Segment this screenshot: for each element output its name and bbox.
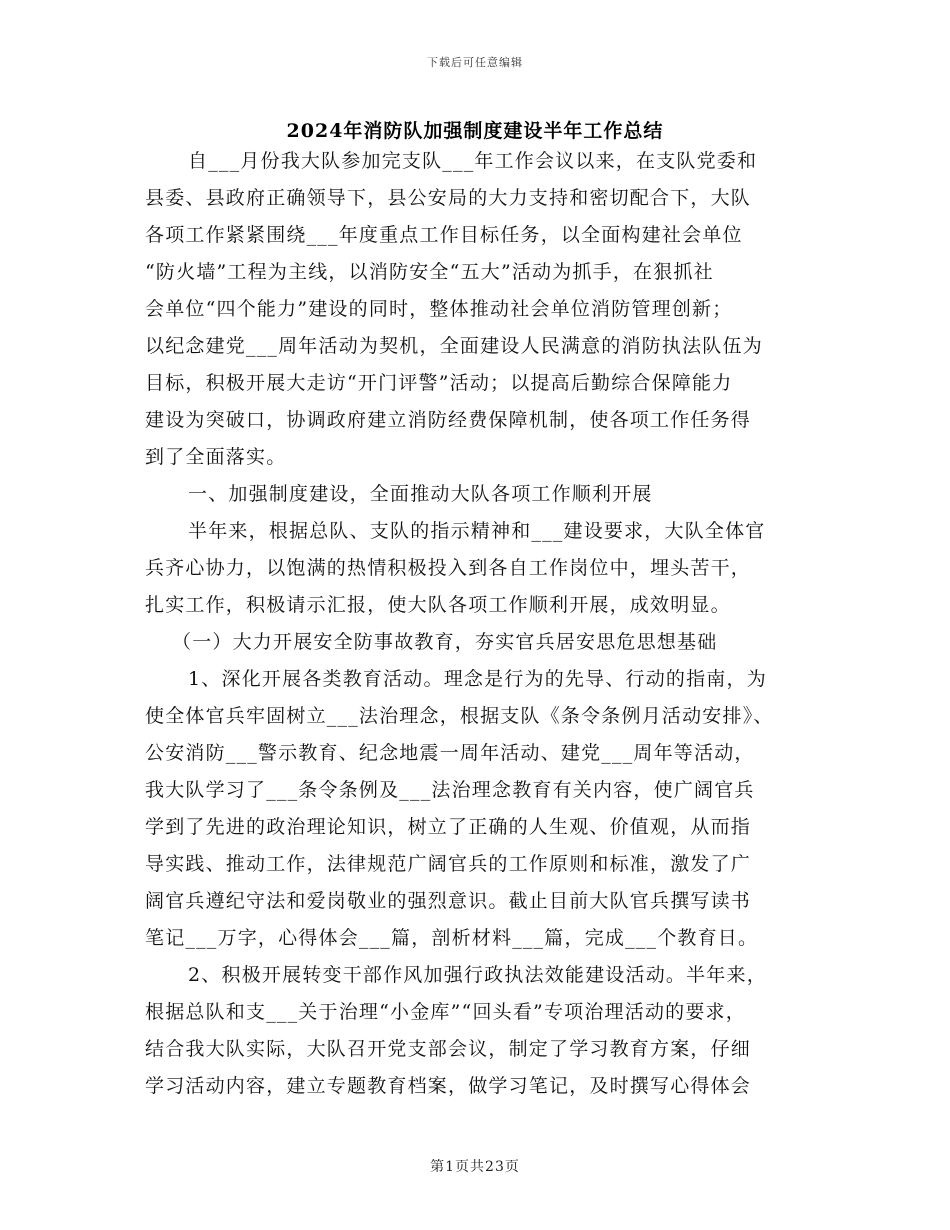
paragraph-line: 建设为突破口，协调政府建立消防经费保障机制，使各项工作任务得 [145, 409, 752, 431]
paragraph-line: 导实践、推动工作，法律规范广阔官兵的工作原则和标准，激发了广 [145, 853, 752, 875]
paragraph-line: 1、深化开展各类教育活动。理念是行为的先导、行动的指南，为 [188, 668, 767, 690]
paragraph-line: 各项工作紧紧围绕___年度重点工作目标任务，以全面构建社会单位 [145, 224, 743, 246]
paragraph-line: 学到了先进的政治理论知识，树立了正确的人生观、价值观，从而指 [145, 816, 752, 838]
paragraph-line: 会单位“四个能力”建设的同时，整体推动社会单位消防管理创新； [145, 298, 733, 320]
document-title: 2024年消防队加强制度建设半年工作总结 [286, 120, 664, 142]
paragraph-line: 半年来，根据总队、支队的指示精神和___建设要求，大队全体官 [188, 520, 766, 542]
paragraph-line: 我大队学习了___条令条例及___法治理念教育有关内容，使广阔官兵 [145, 779, 755, 801]
paragraph-line: 以纪念建党___周年活动为契机，全面建设人民满意的消防执法队伍为 [145, 335, 763, 357]
paragraph-line: 自___月份我大队参加完支队___年工作会议以来，在支队党委和 [188, 150, 758, 172]
paragraph-line: 县委、县政府正确领导下，县公安局的大力支持和密切配合下，大队 [145, 187, 752, 209]
paragraph-line: 到了全面落实。 [145, 446, 287, 468]
paragraph-line: 公安消防___警示教育、纪念地震一周年活动、建党___周年等活动， [145, 742, 755, 764]
paragraph-line: 笔记___万字，心得体会___篇，剖析材料___篇，完成___个教育日。 [145, 927, 759, 949]
paragraph-line: “防火墙”工程为主线，以消防安全“五大”活动为抓手，在狠抓社 [145, 261, 714, 283]
paragraph-line: 阔官兵遵纪守法和爱岗敬业的强烈意识。截止目前大队官兵撰写读书 [145, 890, 752, 912]
paragraph-line: 使全体官兵牢固树立___法治理念，根据支队《条令条例月活动安排》、 [145, 705, 774, 727]
section-heading: 一、加强制度建设，全面推动大队各项工作顺利开展 [188, 483, 653, 505]
paragraph-line: 2、积极开展转变干部作风加强行政执法效能建设活动。半年来， [188, 964, 767, 986]
paragraph-line: 结合我大队实际，大队召开党支部会议，制定了学习教育方案，仔细 [145, 1038, 752, 1060]
header-note: 下载后可任意编辑 [427, 56, 523, 69]
paragraph-line: 学习活动内容，建立专题教育档案，做学习笔记，及时撰写心得体会 [145, 1075, 752, 1097]
paragraph-line: 目标，积极开展大走访“开门评警”活动；以提高后勤综合保障能力 [145, 372, 733, 394]
paragraph-line: 扎实工作，积极请示汇报，使大队各项工作顺利开展，成效明显。 [145, 594, 731, 616]
page-number-footer: 第1页共23页 [430, 1159, 520, 1175]
paragraph-line: 根据总队和支___关于治理“小金库”“回头看”专项治理活动的要求， [145, 1001, 746, 1023]
subsection-heading: （一）大力开展安全防事故教育，夯实官兵居安思危思想基础 [172, 631, 718, 653]
paragraph-line: 兵齐心协力，以饱满的热情积极投入到各自工作岗位中，埋头苦干， [145, 557, 752, 579]
